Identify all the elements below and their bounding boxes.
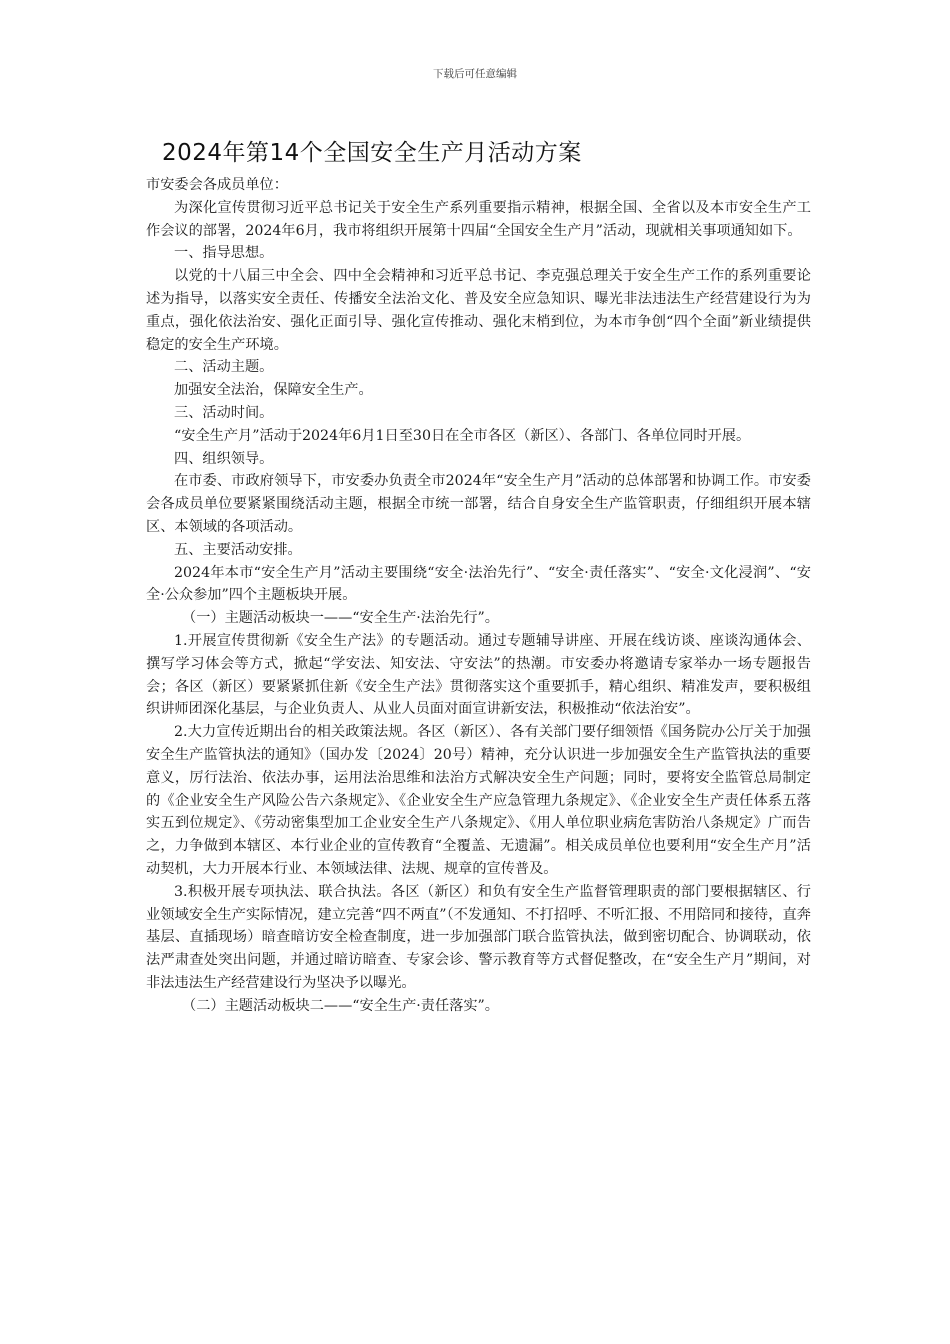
page-header: 下载后可任意编辑 xyxy=(433,68,517,80)
block-heading-2: （二）主题活动板块二——“安全生产·责任落实”。 xyxy=(182,997,499,1014)
intro-paragraph: 为深化宣传贯彻习近平总书记关于安全生产系列重要指示精神，根据全国、全省以及本市安全生产工作会议的部署，2024年6月，我市将组织开展第十四届“全国安全生产月”活动，现就相关事项通知如下。 xyxy=(146,199,811,239)
section-body-2: 加强安全法治，保障安全生产。 xyxy=(174,382,373,399)
section-body-1: 以党的十八届三中全会、四中全会精神和习近平总书记、李克强总理关于安全生产工作的系列重要论述为指导，以落实安全责任、传播安全法治文化、普及安全应急知识、曝光非法违法生产经营建设行为为重点，强化依法治安、强化正面引导、强化宣传推动、强化末梢到位，为本市争创“四个全面”新业绩提供稳定的安全生产环境。 xyxy=(146,268,811,353)
section-body-3: “安全生产月”活动于2024年6月1日至30日在全市各区（新区）、各部门、各单位同时开展。 xyxy=(174,427,751,444)
document-body xyxy=(146,174,811,1017)
list-item-3: 3.积极开展专项执法、联合执法。各区（新区）和负有安全生产监督管理职责的部门要根据辖区、行业领域安全生产实际情况，建立完善“四不两直”（不发通知、不打招呼、不听汇报、不用陪同和接待，直奔基层、直插现场）暗查暗访安全检查制度，进一步加强部门联合监管执法，做到密切配合、协调联动，依法严肃查处突出问题，并通过暗访暗查、专家会诊、警示教育等方式督促整改，在“安全生产月”期间，对非法违法生产经营建设行为坚决予以曝光。 xyxy=(146,883,811,991)
section-heading-1: 一、指导思想。 xyxy=(174,245,274,262)
section-heading-4: 四、组织领导。 xyxy=(174,450,274,467)
document-title: 2024年第14个全国安全生产月活动方案 xyxy=(162,140,582,166)
section-heading-5: 五、主要活动安排。 xyxy=(174,541,302,558)
salutation: 市安委会各成员单位： xyxy=(146,177,288,193)
list-item-1: 1.开展宣传贯彻新《安全生产法》的专题活动。通过专题辅导讲座、开展在线访谈、座谈沟通体会、撰写学习体会等方式，掀起“学安法、知安法、守安法”的热潮。市安委办将邀请专家举办一场专题报告会；各区（新区）要紧紧抓住新《安全生产法》贯彻落实这个重要抓手，精心组织、精准发声，要积极组织讲师团深化基层，与企业负责人、从业人员面对面宣讲新安法，积极推动“依法治安”。 xyxy=(146,632,811,718)
list-item-2: 2.大力宣传近期出台的相关政策法规。各区（新区）、各有关部门要仔细领悟《国务院办公厅关于加强安全生产监管执法的通知》（国办发〔2024〕20号）精神，充分认识进一步加强安全生产监管执法的重要意义，厉行法治、依法办事，运用法治思维和法治方式解决安全生产问题；同时，要将安全监管总局制定的《企业安全生产风险公告六条规定》、《企业安全生产应急管理九条规定》、《企业安全生产责任体系五落实五到位规定》、《劳动密集型加工企业安全生产八条规定》、《用人单位职业病危害防治八条规定》广而告之，力争做到本辖区、本行业企业的宣传教育“全覆盖、无遗漏”。相关成员单位也要利用“安全生产月”活动契机，大力开展本行业、本领域法律、法规、规章的宣传普及。 xyxy=(146,724,811,877)
section-heading-3: 三、活动时间。 xyxy=(174,404,274,421)
section-body-5: 2024年本市“安全生产月”活动主要围绕“安全·法治先行”、“安全·责任落实”、“安全·文化浸润”、“安全·公众参加”四个主题板块开展。 xyxy=(146,564,811,604)
block-heading-1: （一）主题活动板块一——“安全生产·法治先行”。 xyxy=(182,610,499,627)
section-body-4: 在市委、市政府领导下，市安委办负责全市2024年“安全生产月”活动的总体部署和协调工作。市安委会各成员单位要紧紧围绕活动主题，根据全市统一部署，结合自身安全生产监管职责，仔细组织开展本辖区、本领域的各项活动。 xyxy=(146,473,811,535)
section-heading-2: 二、活动主题。 xyxy=(174,359,274,376)
